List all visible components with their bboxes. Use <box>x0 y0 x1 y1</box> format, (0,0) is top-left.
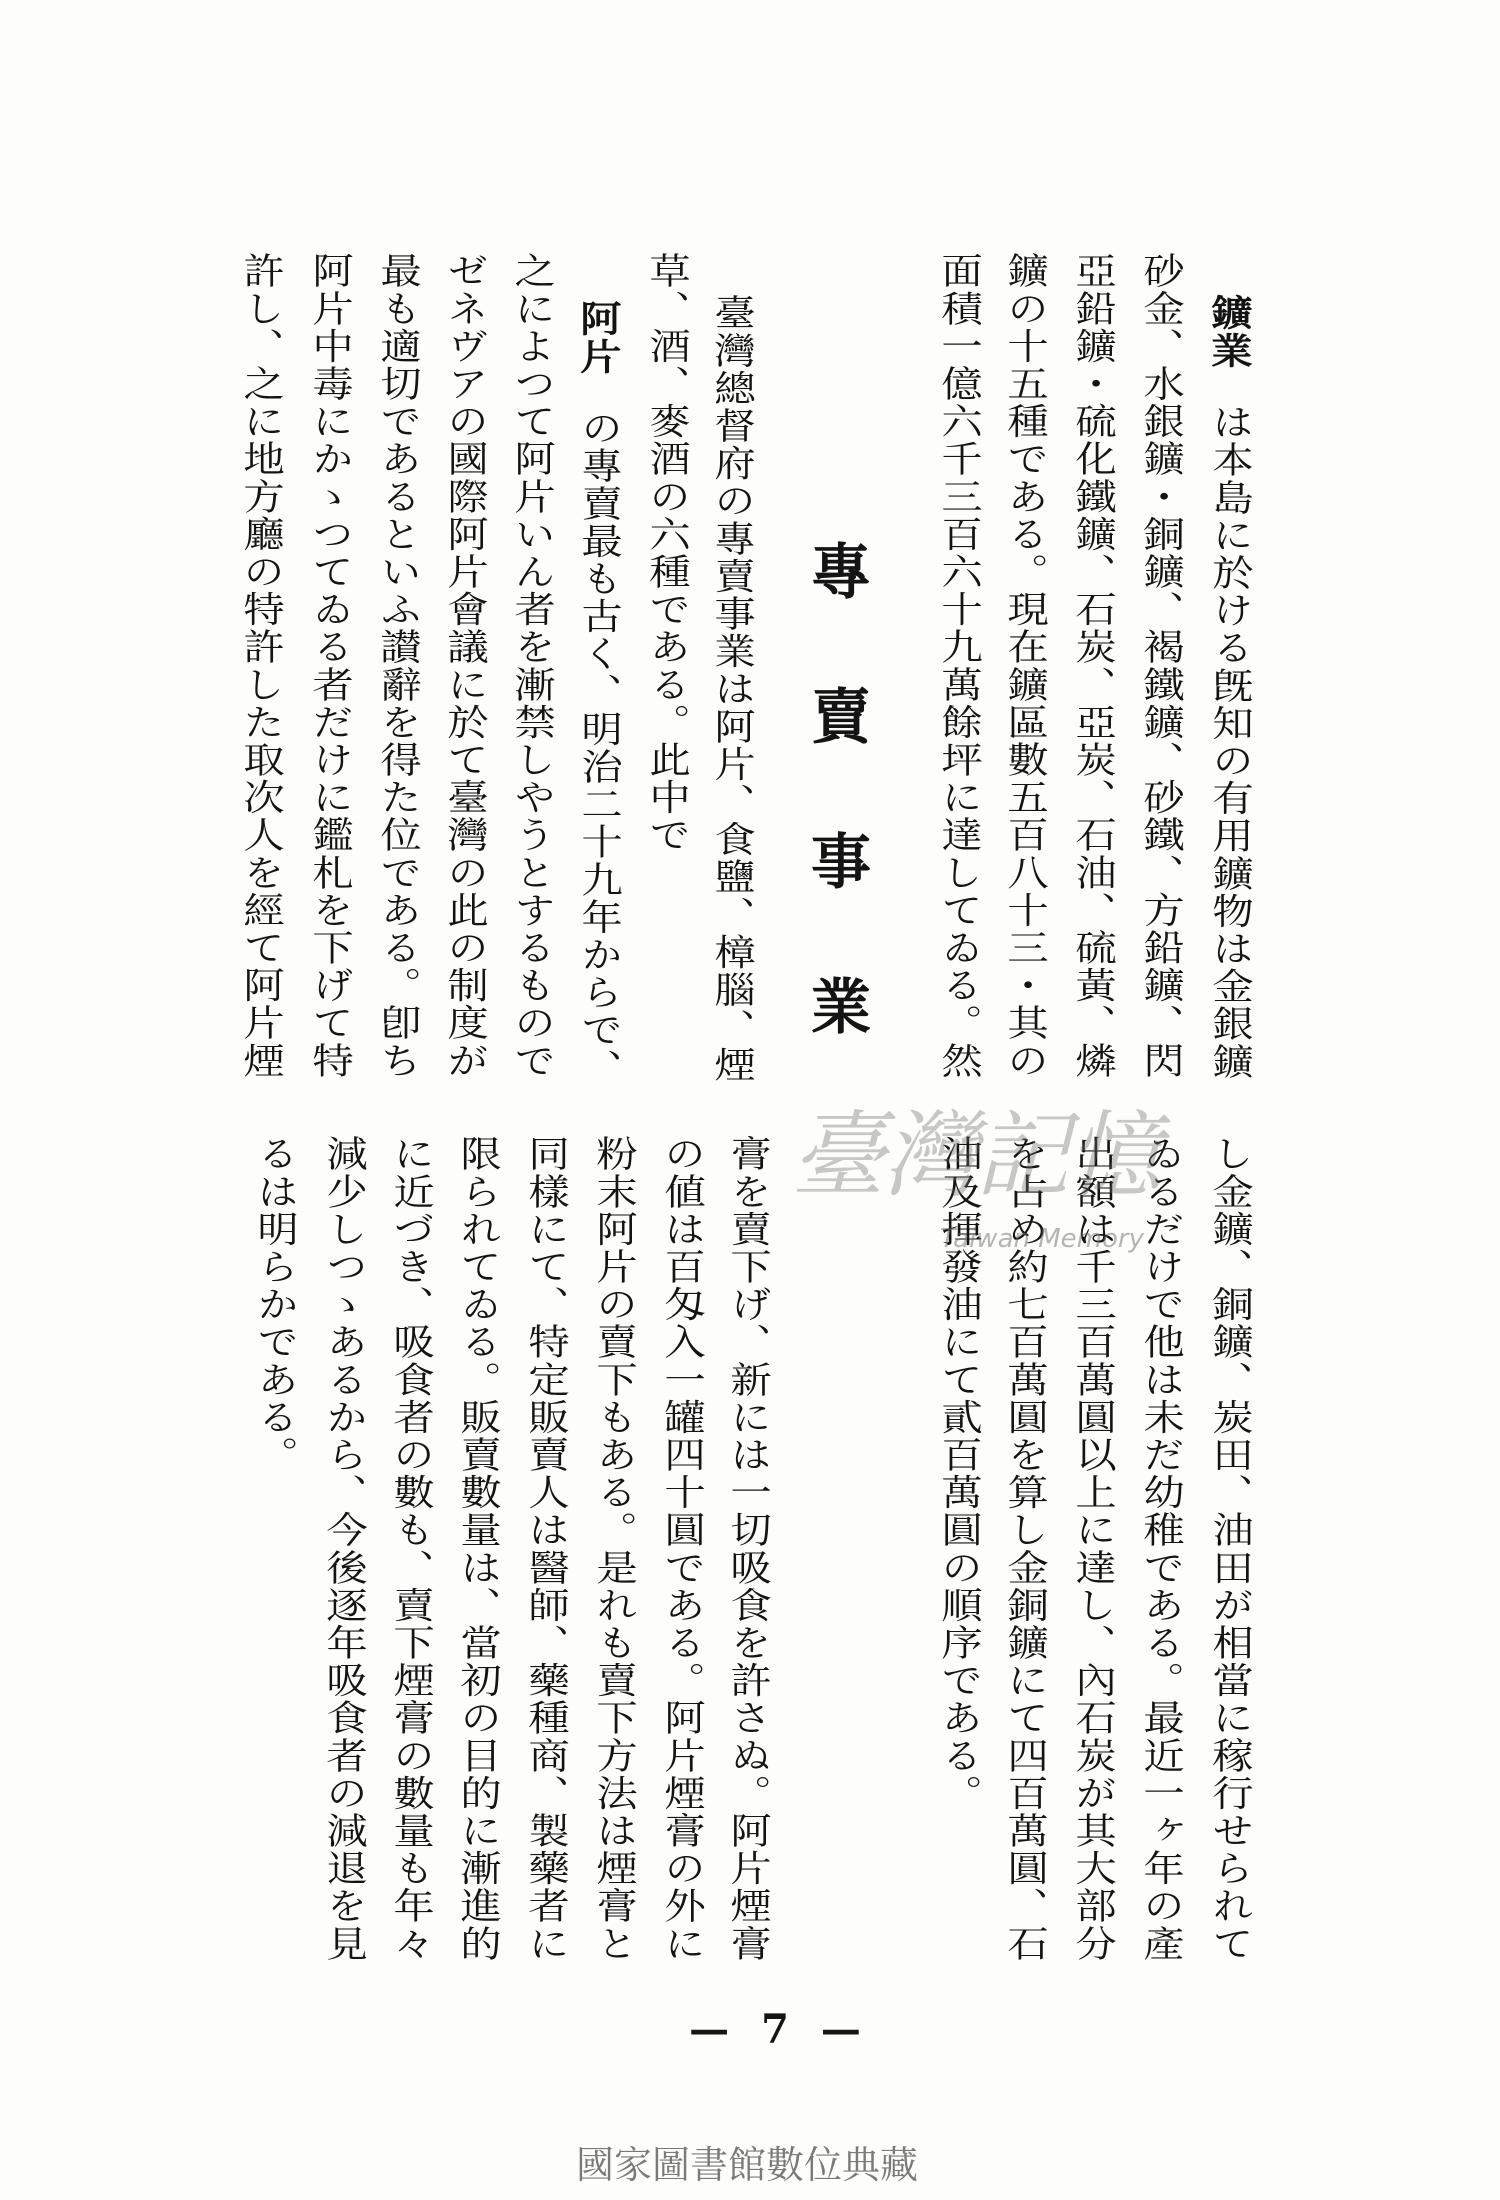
monopoly-text-column: るは明らかである。 <box>251 1135 299 1474</box>
mining-text-column: し金鑛、銅鑛、炭田、油田が相當に稼行せられて <box>1206 1135 1254 1963</box>
monopoly-text-column: 最も適切であるといふ讃辭を得た位である。卽ち <box>374 252 422 1080</box>
mining-text-column: 亞鉛鑛・硫化鐵鑛、石炭、亞炭、石油、硫黃、燐 <box>1069 252 1117 1080</box>
mining-text-column: 鑛の十五種である。現在鑛區數五百八十三・其の <box>1001 252 1049 1080</box>
monopoly-text-column: 草、酒、麥酒の六種である。此中で <box>643 252 691 854</box>
library-footer: 國家圖書館數位典藏 <box>575 2143 918 2187</box>
mining-text-column: 油及揮發油にて貳百萬圓の順序である。 <box>935 1135 983 1812</box>
page-number: — 7 — <box>689 2006 861 2053</box>
monopoly-line: の專賣最も古く、明治二十九年からで、 <box>575 409 623 1087</box>
monopoly-text-column: に近づき、吸食者の數も、賣下煙膏の數量も年々 <box>387 1135 435 1963</box>
monopoly-text-column: 臺灣總督府の專賣事業は阿片、食鹽、樟腦、煙 <box>708 294 756 1084</box>
monopoly-text-column: 阿片中毒にかゝつてゐる者だけに鑑札を下げて特 <box>306 252 354 1080</box>
monopoly-text-column <box>573 300 623 1087</box>
monopoly-text-column: ゼネヴアの國際阿片會議に於て臺灣の此の制度が <box>441 252 489 1080</box>
mining-text-column: ゐるだけで他は未だ幼稚である。最近一ヶ年の產 <box>1137 1135 1185 1963</box>
monopoly-text-column: 之によつて阿片いん者を漸禁しやうとするもので <box>508 252 556 1080</box>
monopoly-text-column: 減少しつゝあるから、今後逐年吸食者の減退を見 <box>320 1135 368 1963</box>
monopoly-text-column: 膏を賣下げ、新には一切吸食を許さぬ。阿片煙膏 <box>724 1135 772 1963</box>
mining-line: は本島に於ける旣知の有用鑛物は金銀鑛 <box>1206 403 1254 1081</box>
monopoly-text-column: の値は百匁入一罐四十圓である。阿片煙膏の外に <box>658 1135 706 1963</box>
watermark-sub-text: Taiwan Memory <box>940 1224 1144 1254</box>
monopoly-text-column: 許し、之に地方廳の特許した取次人を經て阿片煙 <box>237 252 285 1080</box>
mining-text-column: 砂金、水銀鑛・銅鑛、褐鐵鑛、砂鐵、方鉛鑛、閃 <box>1137 252 1185 1080</box>
mining-text-column: を占め約七百萬圓を算し金銅鑛にて四百萬圓、石 <box>1001 1135 1049 1963</box>
section-title: 專賣事業 <box>801 540 871 1120</box>
mining-text-column: 出額は千三百萬圓以上に達し、內石炭が其大部分 <box>1069 1135 1117 1963</box>
monopoly-text-column: 同樣にて、特定販賣人は醫師、藥種商、製藥者に <box>522 1135 570 1963</box>
monopoly-text-column: 粉末阿片の賣下もある。是れも賣下方法は煙膏と <box>590 1135 638 1963</box>
mining-heading: 鑛業 <box>1204 294 1254 370</box>
monopoly-text-column: 限られてゐる。販賣數量は、當初の目的に漸進的 <box>454 1135 502 1963</box>
mining-text-column: 面積一億六千三百六十九萬餘坪に達してゐる。然 <box>935 252 983 1080</box>
mining-text-column <box>1204 294 1254 1081</box>
watermark-main-text: 臺灣記憶 <box>790 1102 1159 1211</box>
opium-heading: 阿片 <box>573 300 623 376</box>
